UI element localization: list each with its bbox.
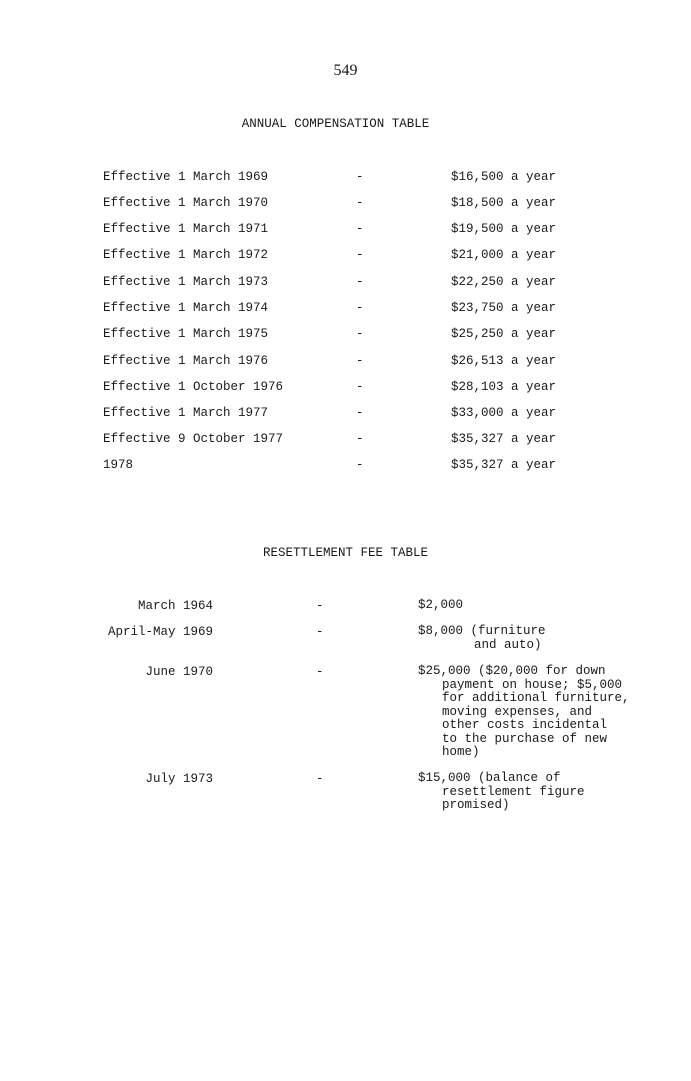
resettlement-amount-line: other costs incidental bbox=[442, 718, 608, 732]
resettlement-amount-line: moving expenses, and bbox=[442, 704, 593, 719]
compensation-table-title: ANNUAL COMPENSATION TABLE bbox=[241, 117, 430, 131]
resettlement-amount bbox=[418, 599, 658, 613]
compensation-date: Effective 1 March 1973 bbox=[103, 275, 269, 289]
compensation-date: Effective 1 March 1975 bbox=[103, 327, 269, 341]
compensation-row bbox=[0, 222, 691, 240]
resettlement-amount-line: to the purchase of new bbox=[442, 731, 608, 746]
compensation-dash: - bbox=[356, 222, 364, 236]
resettlement-amount-line: $8,000 (furniture bbox=[418, 624, 546, 638]
resettlement-dash: - bbox=[316, 625, 324, 639]
resettlement-dash: - bbox=[316, 665, 324, 679]
compensation-amount: $26,513 a year bbox=[451, 354, 557, 368]
compensation-amount: $18,500 a year bbox=[451, 196, 557, 210]
compensation-date: Effective 1 March 1970 bbox=[103, 196, 269, 210]
resettlement-amount bbox=[418, 665, 658, 760]
resettlement-amount-line: promised) bbox=[442, 798, 510, 812]
compensation-dash: - bbox=[356, 354, 364, 368]
compensation-row bbox=[0, 432, 691, 450]
compensation-date: Effective 1 March 1977 bbox=[103, 406, 269, 420]
compensation-row bbox=[0, 406, 691, 424]
compensation-row bbox=[0, 248, 691, 266]
compensation-date: Effective 1 March 1971 bbox=[103, 222, 269, 236]
compensation-dash: - bbox=[356, 406, 364, 420]
compensation-date: Effective 1 March 1976 bbox=[103, 354, 269, 368]
compensation-dash: - bbox=[356, 170, 364, 184]
compensation-amount: $16,500 a year bbox=[451, 170, 557, 184]
compensation-row bbox=[0, 196, 691, 214]
compensation-dash: - bbox=[356, 196, 364, 210]
compensation-dash: - bbox=[356, 248, 364, 262]
compensation-amount: $35,327 a year bbox=[451, 432, 557, 446]
compensation-date: Effective 1 March 1969 bbox=[103, 170, 269, 184]
resettlement-date: July 1973 bbox=[145, 772, 213, 786]
compensation-row bbox=[0, 170, 691, 188]
compensation-row bbox=[0, 354, 691, 372]
resettlement-table-title: RESETTLEMENT FEE TABLE bbox=[262, 546, 429, 560]
resettlement-amount bbox=[418, 772, 658, 813]
page-number: 549 bbox=[333, 62, 358, 79]
compensation-date: Effective 9 October 1977 bbox=[103, 432, 284, 446]
resettlement-date: April-May 1969 bbox=[107, 625, 213, 639]
compensation-row bbox=[0, 380, 691, 398]
compensation-row bbox=[0, 275, 691, 293]
resettlement-amount-line: for additional furniture, bbox=[442, 691, 630, 705]
resettlement-amount-line: $15,000 (balance of bbox=[418, 771, 561, 785]
compensation-date: 1978 bbox=[103, 458, 134, 472]
resettlement-amount-line: and auto) bbox=[474, 637, 542, 652]
resettlement-dash: - bbox=[316, 772, 324, 786]
compensation-amount: $35,327 a year bbox=[451, 458, 557, 472]
compensation-row bbox=[0, 327, 691, 345]
resettlement-amount-line: home) bbox=[442, 745, 480, 759]
compensation-amount: $33,000 a year bbox=[451, 406, 557, 420]
compensation-date: Effective 1 March 1974 bbox=[103, 301, 269, 315]
compensation-dash: - bbox=[356, 275, 364, 289]
compensation-row bbox=[0, 301, 691, 319]
compensation-amount: $21,000 a year bbox=[451, 248, 557, 262]
compensation-date: Effective 1 October 1976 bbox=[103, 380, 284, 394]
compensation-date: Effective 1 March 1972 bbox=[103, 248, 269, 262]
compensation-amount: $28,103 a year bbox=[451, 380, 557, 394]
compensation-amount: $19,500 a year bbox=[451, 222, 557, 236]
resettlement-amount-line: resettlement figure bbox=[442, 784, 585, 799]
compensation-dash: - bbox=[356, 301, 364, 315]
resettlement-amount-line: $2,000 bbox=[418, 598, 464, 612]
compensation-dash: - bbox=[356, 380, 364, 394]
compensation-amount: $25,250 a year bbox=[451, 327, 557, 341]
compensation-dash: - bbox=[356, 432, 364, 446]
resettlement-amount bbox=[418, 625, 658, 652]
resettlement-amount-line: $25,000 ($20,000 for down bbox=[418, 664, 606, 678]
compensation-amount: $23,750 a year bbox=[451, 301, 557, 315]
resettlement-date: June 1970 bbox=[145, 665, 213, 679]
compensation-amount: $22,250 a year bbox=[451, 275, 557, 289]
resettlement-amount-line: payment on house; $5,000 bbox=[442, 677, 623, 692]
compensation-row bbox=[0, 458, 691, 476]
compensation-dash: - bbox=[356, 327, 364, 341]
resettlement-dash: - bbox=[316, 599, 324, 613]
compensation-dash: - bbox=[356, 458, 364, 472]
resettlement-date: March 1964 bbox=[137, 599, 213, 613]
